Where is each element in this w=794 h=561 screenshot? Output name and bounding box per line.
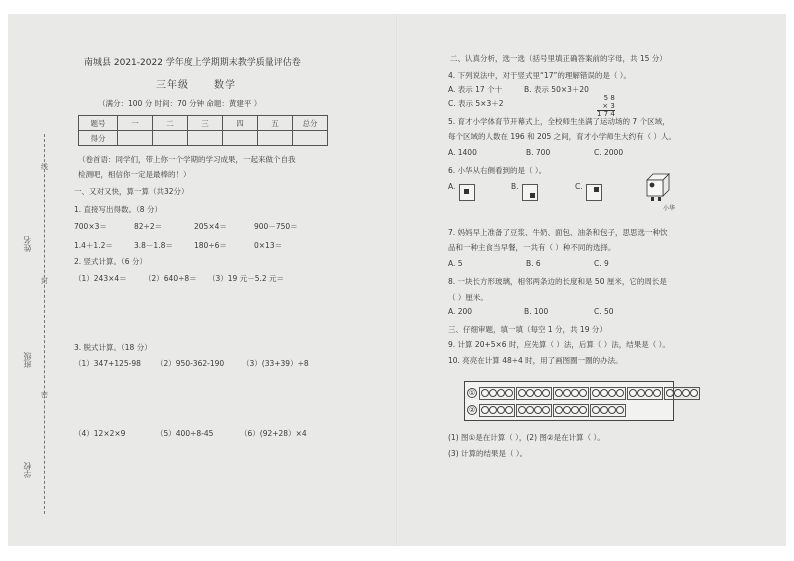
bead-row-label: ① bbox=[468, 389, 476, 397]
q3-title: 3. 脱式计算。（18 分） bbox=[74, 343, 152, 352]
q1-item: 82÷2＝ bbox=[134, 222, 163, 231]
binding-margin bbox=[8, 14, 68, 546]
q1-item: 1.4＋1.2＝ bbox=[74, 241, 113, 250]
page-fold bbox=[396, 14, 398, 546]
q3-item: （6）(92+28）×4 bbox=[240, 429, 307, 438]
score-table-score-row bbox=[79, 131, 328, 146]
vert-calc-result: 1 7 4 bbox=[597, 110, 615, 118]
bead-row-label: ② bbox=[468, 406, 476, 414]
line-mark: 线 bbox=[41, 163, 48, 171]
cube-figure bbox=[645, 172, 671, 202]
exam-title: 南城县 2021-2022 学年度上学期期末教学质量评估卷 bbox=[84, 58, 301, 68]
exam-subject: 数学 bbox=[214, 80, 236, 91]
bead-group bbox=[664, 387, 700, 400]
q1-title: 1. 直接写出得数。（8 分） bbox=[74, 205, 162, 214]
q8-option: C. 50 bbox=[594, 307, 614, 316]
q1-item: 205×4＝ bbox=[194, 222, 227, 231]
q5-line2: 每个区域的人数在 196 和 205 之间，育才小学师生大约有（ ）人。 bbox=[448, 132, 677, 141]
section1-title: 一、又对又快，算一算（共32分） bbox=[74, 187, 189, 196]
q7-option: A. 5 bbox=[448, 259, 463, 268]
school-label: 学校 bbox=[23, 462, 32, 478]
section2-title: 二、认真分析，选一选（括号里填正确答案前的字母，共 15 分） bbox=[450, 54, 667, 63]
q9-text: 9. 计算 20+5×6 时，应先算（ ）法，后算（ ）法，结果是（ ）。 bbox=[448, 340, 670, 349]
q3-item: （3）(33+39）÷8 bbox=[242, 359, 309, 368]
q10-text: 10. 亮亮在计算 48÷4 时，用了画图圈一圈的办法。 bbox=[448, 356, 623, 365]
intro-note-line1: （卷首语：同学们，带上你一个学期的学习成果，一起来做个自我 bbox=[78, 155, 296, 164]
section3-title: 三、仔细审题，填一填（每空 1 分，共 19 分） bbox=[448, 325, 607, 334]
q3-item: （5）400÷8-45 bbox=[156, 429, 214, 438]
score-cell: 总分 bbox=[293, 116, 328, 131]
q1-item: 180÷6＝ bbox=[194, 241, 227, 250]
q8-line1: 8. 一块长方形玻璃，相邻两条边的长度和是 50 厘米，它的周长是 bbox=[448, 277, 667, 286]
q6-option-label: A. bbox=[448, 182, 456, 191]
q2-item: （2）640÷8＝ bbox=[144, 274, 197, 283]
vertical-calculation bbox=[597, 95, 615, 119]
q6-option-label: B. bbox=[511, 182, 519, 191]
q4-option-a: A. 表示 17 个十 bbox=[448, 85, 503, 94]
q6-option-b-figure bbox=[522, 184, 538, 201]
q4-text: 4. 下列说法中，对于竖式里“17”的理解错误的是（ ）。 bbox=[448, 71, 631, 80]
q1-item: 0×13＝ bbox=[254, 241, 283, 250]
q8-option: A. 200 bbox=[448, 307, 473, 316]
q1-item: 3.8－1.8＝ bbox=[134, 241, 173, 250]
score-table-header-row bbox=[79, 116, 328, 131]
bead-group bbox=[590, 404, 626, 417]
score-input-cell[interactable] bbox=[188, 131, 223, 146]
bead-group bbox=[627, 387, 663, 400]
q10-sub2: (3) 计算的结果是（ ）。 bbox=[448, 449, 528, 458]
q7-line1: 7. 妈妈早上准备了豆浆、牛奶、面包、油条和包子，思思选一种饮 bbox=[448, 228, 668, 237]
score-cell: 一 bbox=[118, 116, 153, 131]
q3-item: （4）12×2×9 bbox=[74, 429, 126, 438]
score-input-cell[interactable] bbox=[258, 131, 293, 146]
score-input-cell[interactable] bbox=[293, 131, 328, 146]
bead-group bbox=[479, 404, 515, 417]
bead-row-2 bbox=[467, 403, 626, 417]
exam-grade: 三年级 bbox=[156, 80, 189, 91]
score-input-cell[interactable] bbox=[118, 131, 153, 146]
score-cell: 二 bbox=[153, 116, 188, 131]
bead-group bbox=[479, 387, 515, 400]
q3-item: （1）347+125-98 bbox=[74, 359, 141, 368]
q4-option-b: B. 表示 50×3＋20 bbox=[524, 85, 589, 94]
exam-meta: （满分：100 分 时间：70 分钟 命题：黄建平 ） bbox=[98, 99, 262, 108]
intro-note-line2: 检测吧，相信你一定是最棒的！） bbox=[78, 170, 191, 179]
score-input-cell[interactable] bbox=[153, 131, 188, 146]
bead-group bbox=[516, 387, 552, 400]
bead-diagram bbox=[464, 381, 674, 421]
bead-row-1 bbox=[467, 386, 700, 400]
q6-text: 6. 小华从右侧看到的是（ ）。 bbox=[448, 166, 547, 175]
exam-paper bbox=[8, 14, 786, 546]
q2-item: （1）243×4＝ bbox=[74, 274, 127, 283]
bead-group bbox=[553, 387, 589, 400]
score-cell: 得分 bbox=[79, 131, 118, 146]
q8-line2: （ ）厘米。 bbox=[448, 293, 488, 302]
q1-item: 700×3＝ bbox=[74, 222, 107, 231]
score-table bbox=[78, 115, 328, 146]
person-label: 小华 bbox=[663, 205, 676, 212]
score-cell: 五 bbox=[258, 116, 293, 131]
q5-option: B. 700 bbox=[526, 148, 551, 157]
q5-option: A. 1400 bbox=[448, 148, 477, 157]
q10-sub1: (1) 图①是在计算（ ），(2) 图②是在计算（ ）。 bbox=[448, 433, 605, 442]
q2-title: 2. 竖式计算。（6 分） bbox=[74, 257, 147, 266]
q7-line2: 品和一种主食当早餐，一共有（ ）种不同的选择。 bbox=[448, 243, 616, 252]
q5-line1: 5. 育才小学体育节开幕式上，全校师生坐满了运动场的 7 个区域， bbox=[448, 117, 670, 126]
bead-group bbox=[516, 404, 552, 417]
score-input-cell[interactable] bbox=[223, 131, 258, 146]
q3-item: （2）950-362-190 bbox=[156, 359, 225, 368]
bead-group bbox=[590, 387, 626, 400]
q4-option-c: C. 表示 5×3＋2 bbox=[448, 99, 504, 108]
q6-option-c-figure bbox=[586, 184, 602, 201]
binding-line bbox=[44, 134, 45, 514]
q6-option-a-figure bbox=[459, 184, 475, 201]
q7-option: C. 9 bbox=[594, 259, 609, 268]
secret-mark: 密 bbox=[41, 391, 48, 399]
bead-group bbox=[553, 404, 589, 417]
vert-calc-line: × 3 bbox=[602, 101, 615, 110]
q5-option: C. 2000 bbox=[594, 148, 624, 157]
score-cell: 四 bbox=[223, 116, 258, 131]
name-label: 姓名 bbox=[23, 236, 32, 252]
score-cell: 题号 bbox=[79, 116, 118, 131]
q2-item: （3）19 元－5.2 元＝ bbox=[208, 274, 285, 283]
seal-mark: 封 bbox=[41, 277, 48, 285]
q1-item: 900－750＝ bbox=[254, 222, 298, 231]
vert-calc-line: 5 8 bbox=[603, 94, 615, 102]
q8-option: B. 100 bbox=[524, 307, 549, 316]
q7-option: B. 6 bbox=[526, 259, 541, 268]
q6-option-label: C. bbox=[575, 182, 583, 191]
class-label: 班级 bbox=[23, 352, 32, 368]
score-cell: 三 bbox=[188, 116, 223, 131]
